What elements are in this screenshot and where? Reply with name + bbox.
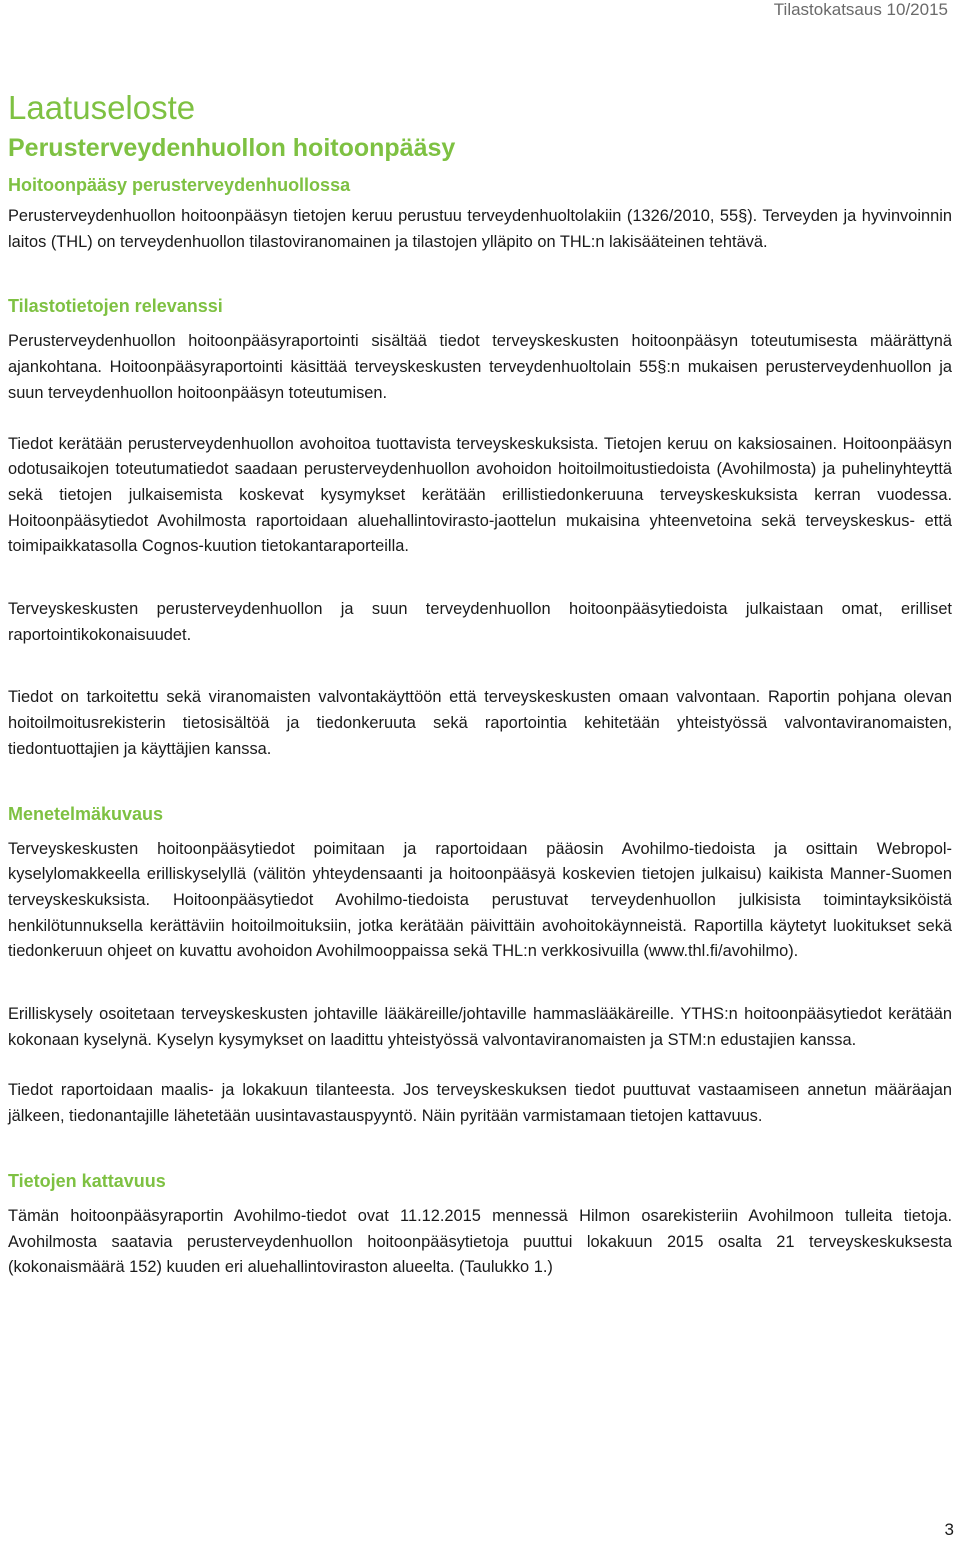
methods-paragraph-1: Terveyskeskusten hoitoonpääsytiedot poimitaan ja raportoidaan pääosin Avohilmo-tiedoista ja osittain Webropol-kyselylomakkeella erilliskyselyllä (välitön yhteydensaanti ja hoitoonpääsyä koskevien tietojen julkaisu) kaikista Manner-Suomen terveyskeskuksista. Hoitoonpääsytiedot Avohilmo-tiedoista perustuvat terveydenhuollon julkisista toimintayksiköistä henkilötunnuksella kerättäviin hoitoilmoituksiin, jotka kerätään päivittäin avohoitokäynneistä. Raportilla käytetyt luokitukset sekä tiedonkeruun ohjeet on kuvattu avohoidon Avohilmooppaissa sekä THL:n verkkosivuilla (www.thl.fi/avohilmo). <box>8 839 952 961</box>
document-title: Laatuseloste <box>8 89 196 126</box>
running-header: Tilastokatsaus 10/2015 <box>773 0 948 19</box>
methods-paragraph-3: Tiedot raportoidaan maalis- ja lokakuun tilanteesta. Jos terveyskeskuksen tiedot puuttuvat vastaamiseen annetun määräajan jälkeen, tiedonantajille lähetetään uusintavastauspyyntö. Näin pyritään varmistamaan tietojen kattavuus. <box>8 1081 952 1126</box>
relevance-paragraph-1: Perusterveydenhuollon hoitoonpääsyraportointi sisältää tiedot terveyskeskusten hoitoonpääsyn toteutumisesta määrättynä ajankohtana. Hoitoonpääsyraportointi käsittää terveyskeskusten terveydenhuoltolain 55§:n mukaisen perusterveydenhuollon ja suun terveydenhuollon hoitoonpääsyn toteutumisen. <box>8 332 952 402</box>
document-body <box>8 86 952 1281</box>
section-heading-methods: Menetelmäkuvaus <box>8 803 164 824</box>
methods-paragraph-2: Erilliskysely osoitetaan terveyskeskusten johtaville lääkäreille/johtaville hammaslääkäreille. YTHS:n hoitoonpääsytiedot kerätään kokonaan kyselynä. Kyselyn kysymykset on laadittu yhteistyössä valvontaviranomaisten ja STM:n edustajien kanssa. <box>8 1005 952 1049</box>
section-heading-relevance: Tilastotietojen relevanssi <box>8 296 223 317</box>
relevance-paragraph-3: Terveyskeskusten perusterveydenhuollon ja suun terveydenhuollon hoitoonpääsytiedoista julkaistaan omat, erilliset raportointikokonaisuudet. <box>8 600 952 644</box>
intro-paragraph: Perusterveydenhuollon hoitoonpääsyn tietojen keruu perustuu terveydenhuoltolakiin (1326/2010, 55§). Terveyden ja hyvinvoinnin laitos (THL) on terveydenhuollon tilastoviranomainen ja tilastojen ylläpito on THL:n lakisääteinen tehtävä. <box>8 207 952 251</box>
section-heading-intro: Hoitoonpääsy perusterveydenhuollossa <box>8 175 351 195</box>
section-heading-coverage: Tietojen kattavuus <box>8 1170 166 1191</box>
relevance-paragraph-2: Tiedot kerätään perusterveydenhuollon avohoitoa tuottavista terveyskeskuksista. Tietojen keruu on kaksiosainen. Hoitoonpääsyn odotusaikojen toteutumatiedot saadaan perusterveydenhuollon avohoidon hoitoilmoitustiedoista (Avohilmosta) ja puhelinyhteyttä sekä tietojen julkaisemista koskevat kysymykset kerätään erillistiedonkeruuna terveyskeskuksista kerran vuodessa. Hoitoonpääsytiedot Avohilmosta raportoidaan aluehallintovirasto-jaottelun mukaisina yhteenvetoina sekä terveyskeskus- että toimipaikkatasolla Cognos-kuution tietokantaraporteilla. <box>8 434 952 556</box>
page-number: 3 <box>944 1520 954 1539</box>
coverage-paragraph-1: Tämän hoitoonpääsyraportin Avohilmo-tiedot ovat 11.12.2015 mennessä Hilmon osarekisteriin Avohilmoon tulleita tietoja. Avohilmosta saatavia perusterveydenhuollon hoitoonpääsytietoja puuttui lokakuun 2015 osalta 21 terveyskeskuksesta (kokonaismäärä 152) kuuden eri aluehallintoviraston alueelta. (Taulukko 1.) <box>8 1206 952 1277</box>
document-subtitle: Perusterveydenhuollon hoitoonpääsy <box>8 134 456 162</box>
relevance-paragraph-4: Tiedot on tarkoitettu sekä viranomaisten valvontakäyttöön että terveyskeskusten omaan valvontaan. Raportin pohjana olevan hoitoilmoitusrekisterin tietosisältöä ja tiedonkeruuta sekä raportointia kehitetään yhteistyössä valvontaviranomaisten, tiedontuottajien ja käyttäjien kanssa. <box>8 688 952 758</box>
